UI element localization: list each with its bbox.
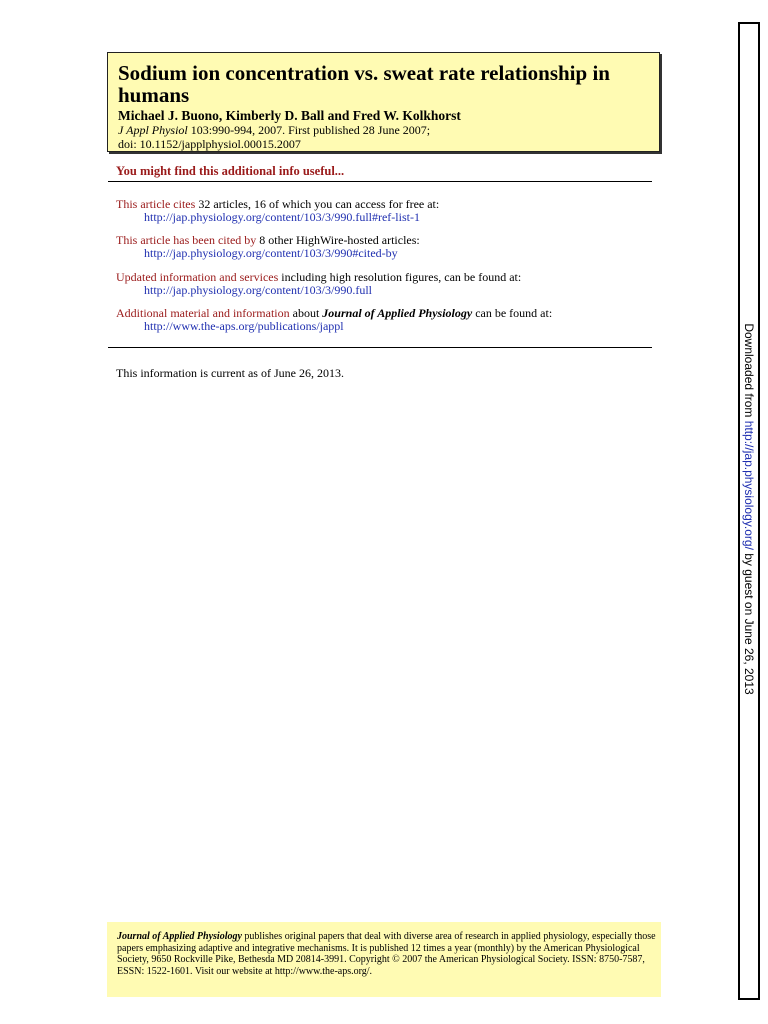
current-date-note: This information is current as of June 26, 2013. [116, 366, 344, 380]
info-text: about [289, 306, 323, 320]
divider [108, 347, 652, 348]
info-item-additional [116, 307, 552, 333]
journal-name: Journal of Applied Physiology [322, 306, 473, 320]
info-text: including high resolution figures, can be found at: [278, 270, 522, 284]
info-label: Updated information and services [116, 270, 279, 284]
download-stamp [742, 323, 756, 694]
info-item-updated [116, 271, 521, 297]
additional-info-heading: You might find this additional info useful... [116, 164, 345, 178]
download-suffix: by guest on June 26, 2013 [742, 549, 756, 695]
journal-abbrev: J Appl Physiol [118, 123, 188, 137]
download-prefix: Downloaded from [742, 323, 756, 421]
info-item-cited-by [116, 234, 420, 260]
info-label: This article has been cited by [116, 233, 257, 247]
info-item-cites [116, 198, 439, 224]
info-text: can be found at: [472, 306, 553, 320]
article-doi: doi: 10.1152/japplphysiol.00015.2007 [118, 137, 301, 151]
info-label: This article cites [116, 197, 196, 211]
ref-list-link[interactable]: http://jap.physiology.org/content/103/3/990.full#ref-list-1 [144, 210, 420, 224]
info-text: 8 other HighWire-hosted articles: [256, 233, 420, 247]
journal-footer [107, 922, 661, 997]
article-authors: Michael J. Buono, Kimberly D. Ball and Fred W. Kolkhorst [118, 108, 461, 123]
info-text: 32 articles, 16 of which you can access for free at: [195, 197, 440, 211]
footer-text: publishes original papers that deal with diverse area of research in applied physiology, especially those papers emphasizing adaptive and integrative mechanisms. It is published 12 times a year (monthly) by the American Physiological Society, 9650 Rockville Pike, Bethesda MD 20814-3991. Copyright © 2007 the American Physiological Society. ISSN: 8750-7587, ESSN: 1522-1601. Visit our website at http://www.the-aps.org/. [117, 931, 656, 977]
cited-by-link[interactable]: http://jap.physiology.org/content/103/3/990#cited-by [144, 246, 398, 260]
download-site-link[interactable]: http://jap.physiology.org/ [742, 420, 756, 550]
divider [108, 181, 652, 182]
article-header-box [107, 52, 660, 152]
citation-details: 103:990-994, 2007. First published 28 June 2007; [190, 123, 431, 137]
footer-journal-name: Journal of Applied Physiology [117, 931, 242, 942]
full-text-link[interactable]: http://jap.physiology.org/content/103/3/990.full [144, 283, 372, 297]
publications-link[interactable]: http://www.the-aps.org/publications/jappl [144, 319, 344, 333]
info-label: Additional material and information [116, 306, 290, 320]
article-citation [118, 123, 659, 137]
article-title: Sodium ion concentration vs. sweat rate relationship in humans [118, 61, 610, 107]
